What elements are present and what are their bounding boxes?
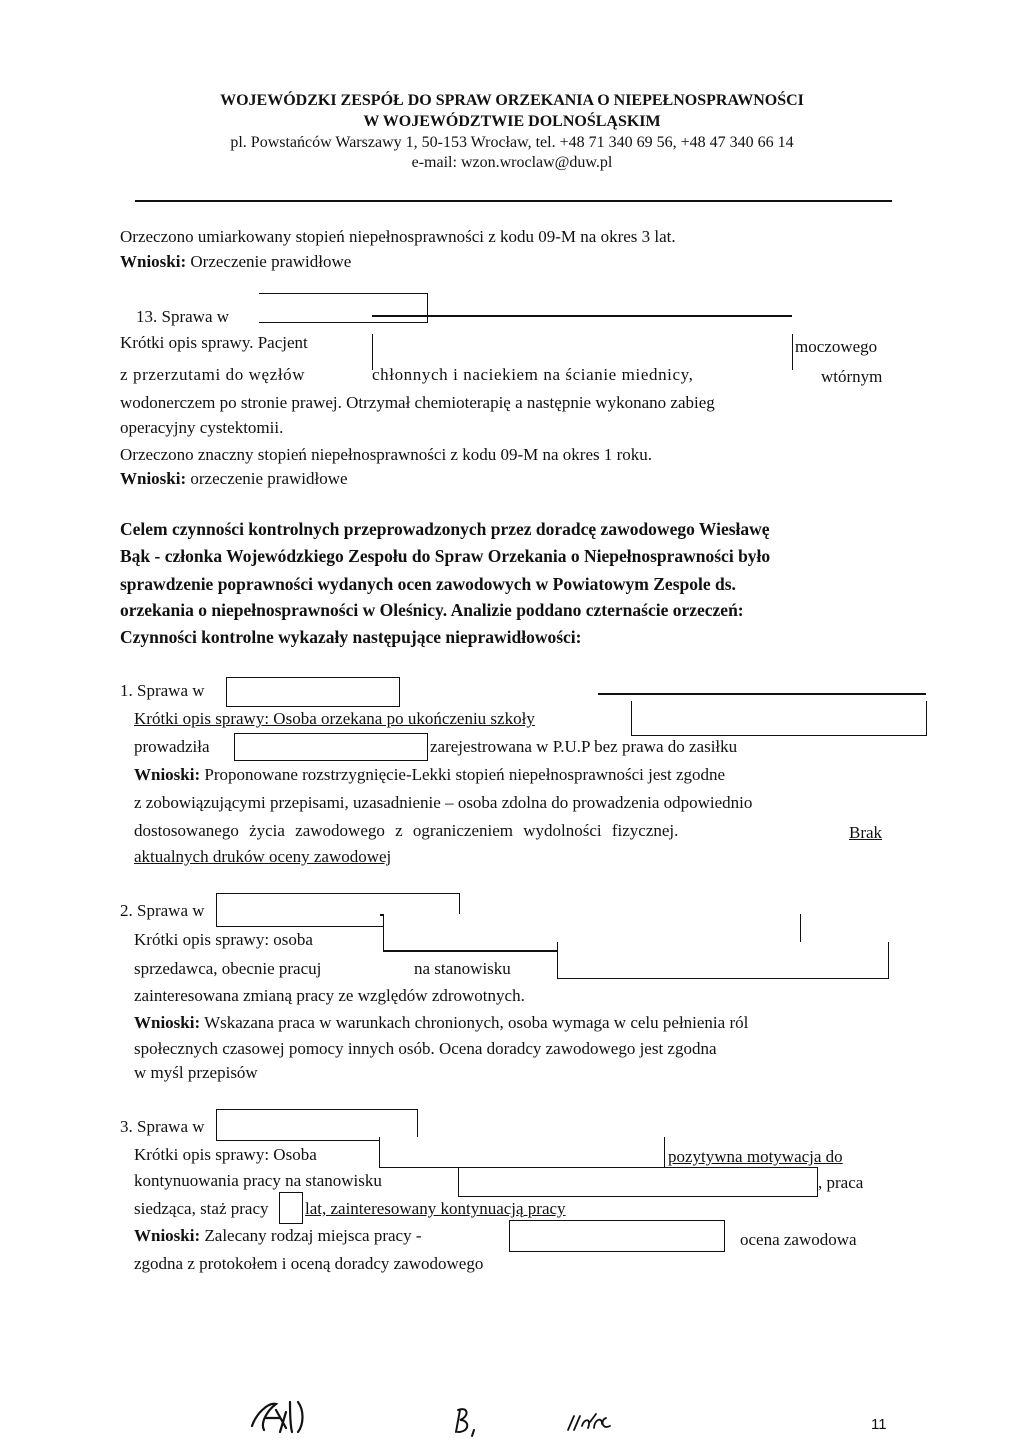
redaction-box xyxy=(234,733,428,761)
redaction-box xyxy=(279,1192,303,1224)
case13-desc-line4: operacyjny cystektomii. xyxy=(120,418,284,437)
case13-desc-line3: wodonerczem po stronie prawej. Otrzymał chemioterapię a następnie wykonano zabieg xyxy=(120,393,715,412)
redaction-box xyxy=(557,942,889,979)
case2-conclusion-line3: w myśl przepisów xyxy=(134,1063,258,1082)
case13-desc-line2a: z przerzutami do węzłów xyxy=(120,365,306,384)
case1-desc-line1: Krótki opis sprawy: Osoba orzekana po ukończeniu szkoły xyxy=(134,709,535,728)
case13-desc-line1b: moczowego xyxy=(795,337,878,356)
case2-desc-line2a: sprzedawca, obecnie pracuj xyxy=(134,959,322,978)
case13-decision: Orzeczono znaczny stopień niepełnosprawności z kodu 09-M na okres 1 roku. xyxy=(120,445,653,464)
case1-conclusion-line2: z zobowiązującymi przepisami, uzasadnienie – osoba zdolna do prowadzenia odpowiednio xyxy=(134,793,753,812)
conclusion-text: Proponowane rozstrzygnięcie-Lekki stopień niepełnosprawności jest zgodne xyxy=(200,765,726,784)
redaction-box xyxy=(226,677,400,707)
header-divider xyxy=(135,200,892,202)
case1-conclusion-line3a: dostosowanego życia zawodowego z ograniczeniem wydolności fizycznej. xyxy=(134,821,679,840)
signature-initials-1 xyxy=(246,1392,316,1438)
case3-conclusion-line1a xyxy=(134,1225,422,1247)
office-name-line1: WOJEWÓDZKI ZESPÓŁ DO SPRAW ORZEKANIA O NIEPEŁNOSPRAWNOŚCI xyxy=(220,92,804,109)
case13-desc-line2b: chłonnych i naciekiem na ścianie miednicy, xyxy=(372,365,694,384)
case3-desc-line3b: lat, zainteresowany kontynuacją pracy xyxy=(305,1199,566,1218)
case1-number: 1. Sprawa w xyxy=(120,681,205,700)
case3-desc-line2a: kontynuowania pracy na stanowisku xyxy=(134,1171,382,1190)
case3-desc-line2b: , praca xyxy=(818,1173,864,1192)
case2-desc-line3: zainteresowana zmianą pracy ze względów zdrowotnych. xyxy=(134,986,525,1005)
conclusion-label: Wnioski: xyxy=(134,765,201,784)
summary-line3: sprawdzenie poprawności wydanych ocen zawodowych w Powiatowym Zespole ds. xyxy=(120,574,736,594)
conclusion-label: Wnioski: xyxy=(134,1226,201,1245)
case3-desc-line1a: Krótki opis sprawy: Osoba xyxy=(134,1145,317,1164)
redaction-box xyxy=(259,293,428,323)
redaction-box xyxy=(458,1167,818,1197)
case1-desc-line2b: zarejestrowana w P.U.P bez prawa do zasiłku xyxy=(430,737,738,756)
case3-desc-line3a: siedząca, staż pracy xyxy=(134,1199,269,1218)
conclusion-label: Wnioski: xyxy=(120,252,187,271)
case1-conclusion-line1 xyxy=(134,764,725,786)
case13-desc-line2c: wtórnym xyxy=(821,367,883,386)
case2-conclusion-line1 xyxy=(134,1012,748,1034)
conclusion-label: Wnioski: xyxy=(134,1013,201,1032)
case3-conclusion-line2: zgodna z protokołem i oceną doradcy zawodowego xyxy=(134,1254,484,1273)
case3-desc-line1b-text: pozytywna motywacja do xyxy=(668,1147,843,1166)
conclusion-text: orzeczenie prawidłowe xyxy=(186,469,348,488)
case13-number: 13. Sprawa w xyxy=(136,307,230,326)
prev-case-decision: Orzeczono umiarkowany stopień niepełnosprawności z kodu 09-M na okres 3 lat. xyxy=(120,227,676,246)
summary-line1: Celem czynności kontrolnych przeprowadzonych przez doradcę zawodowego Wiesławę xyxy=(120,519,770,539)
case13-conclusion xyxy=(120,468,348,490)
signature-initials-3 xyxy=(564,1408,620,1436)
office-email: e-mail: wzon.wroclaw@duw.pl xyxy=(411,154,613,171)
redaction-box xyxy=(631,701,927,736)
case2-desc-line2b: na stanowisku xyxy=(414,959,511,978)
office-address: pl. Powstańców Warszawy 1, 50-153 Wrocław, tel. +48 71 340 69 56, +48 47 340 66 14 xyxy=(230,134,794,151)
case13-desc-line1a: Krótki opis sprawy. Pacjent xyxy=(120,333,308,352)
redaction-edge xyxy=(383,950,559,952)
conclusion-text: Wskazana praca w warunkach chronionych, osoba wymaga w celu pełnienia ról xyxy=(200,1013,749,1032)
conclusion-label: Wnioski: xyxy=(120,469,187,488)
case1-conclusion-line4: aktualnych druków oceny zawodowej xyxy=(134,847,392,866)
signature-initials-2 xyxy=(452,1404,482,1438)
office-name-line2: W WOJEWÓDZTWIE DOLNOŚLĄSKIM xyxy=(363,113,661,130)
redaction-box xyxy=(509,1220,725,1252)
case3-number: 3. Sprawa w xyxy=(120,1117,205,1136)
prev-case-conclusion xyxy=(120,251,351,273)
case1-conclusion-line3b: Brak xyxy=(849,823,883,842)
redaction-edge xyxy=(598,693,926,695)
conclusion-text: Orzeczenie prawidłowe xyxy=(186,252,352,271)
conclusion-text: Zalecany rodzaj miejsca pracy - xyxy=(200,1226,422,1245)
summary-line2: Bąk - członka Wojewódzkiego Zespołu do Spraw Orzekania o Niepełnosprawności było xyxy=(120,546,771,566)
case2-desc-line1: Krótki opis sprawy: osoba xyxy=(134,930,313,949)
case3-conclusion-line1b: ocena zawodowa xyxy=(740,1230,857,1249)
summary-line5: Czynności kontrolne wykazały następujące nieprawidłowości: xyxy=(120,627,582,647)
page-number: 11 xyxy=(871,1416,887,1433)
summary-line4: orzekania o niepełnosprawności w Oleśnicy. Analizie poddano czternaście orzeczeń: xyxy=(120,600,744,620)
redaction-box xyxy=(379,1137,665,1168)
case1-desc-line2a: prowadziła xyxy=(134,737,210,756)
redaction-edge xyxy=(372,315,792,317)
case2-number: 2. Sprawa w xyxy=(120,901,205,920)
case3-desc-line1b xyxy=(668,1146,843,1168)
case2-conclusion-line2: społecznych czasowej pomocy innych osób. Ocena doradcy zawodowego jest zgodna xyxy=(134,1039,717,1058)
